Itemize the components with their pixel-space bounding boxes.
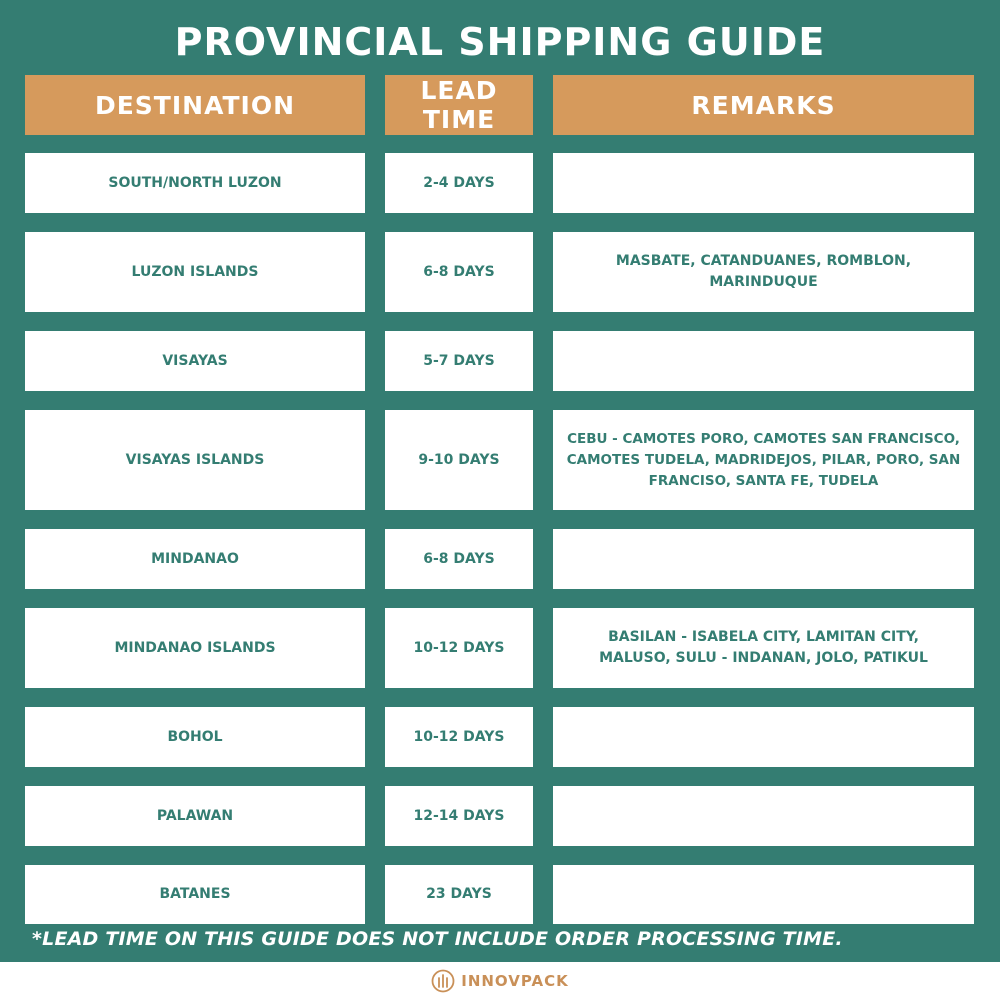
lead-time-cell: 5-7 DAYS — [385, 331, 533, 391]
lead-time-cell: 9-10 DAYS — [385, 410, 533, 510]
destination-cell: MINDANAO — [25, 529, 365, 589]
remarks-cell — [553, 707, 974, 767]
lead-time-cell: 6-8 DAYS — [385, 232, 533, 312]
header-remarks: REMARKS — [553, 75, 974, 135]
header-lead-time: LEAD TIME — [385, 75, 533, 135]
remarks-cell: CEBU - CAMOTES PORO, CAMOTES SAN FRANCISCO, CAMOTES TUDELA, MADRIDEJOS, PILAR, PORO, SAN FRANCISO, SANTA FE, TUDELA — [553, 410, 974, 510]
remarks-cell — [553, 331, 974, 391]
remarks-cell: MASBATE, CATANDUANES, ROMBLON, MARINDUQUE — [553, 232, 974, 312]
lead-time-cell: 12-14 DAYS — [385, 786, 533, 846]
destination-cell: VISAYAS ISLANDS — [25, 410, 365, 510]
destination-cell: LUZON ISLANDS — [25, 232, 365, 312]
destination-cell: MINDANAO ISLANDS — [25, 608, 365, 688]
brand-name: INNOVPACK — [461, 972, 569, 990]
page-title: PROVINCIAL SHIPPING GUIDE — [174, 20, 826, 64]
destination-cell: BOHOL — [25, 707, 365, 767]
destination-cell: SOUTH/NORTH LUZON — [25, 153, 365, 213]
lead-time-cell: 2-4 DAYS — [385, 153, 533, 213]
destination-cell: BATANES — [25, 865, 365, 924]
remarks-cell — [553, 786, 974, 846]
lead-time-cell: 10-12 DAYS — [385, 707, 533, 767]
innovpack-logo-icon — [431, 969, 455, 993]
remarks-cell — [553, 529, 974, 589]
lead-time-cell: 6-8 DAYS — [385, 529, 533, 589]
remarks-cell — [553, 865, 974, 924]
footer-brand — [0, 962, 1000, 1000]
lead-time-cell: 23 DAYS — [385, 865, 533, 924]
footnote: *LEAD TIME ON THIS GUIDE DOES NOT INCLUDE ORDER PROCESSING TIME. — [32, 928, 843, 950]
header-destination: DESTINATION — [25, 75, 365, 135]
destination-cell: PALAWAN — [25, 786, 365, 846]
destination-cell: VISAYAS — [25, 331, 365, 391]
remarks-cell: BASILAN - ISABELA CITY, LAMITAN CITY, MALUSO, SULU - INDANAN, JOLO, PATIKUL — [553, 608, 974, 688]
lead-time-cell: 10-12 DAYS — [385, 608, 533, 688]
remarks-cell — [553, 153, 974, 213]
